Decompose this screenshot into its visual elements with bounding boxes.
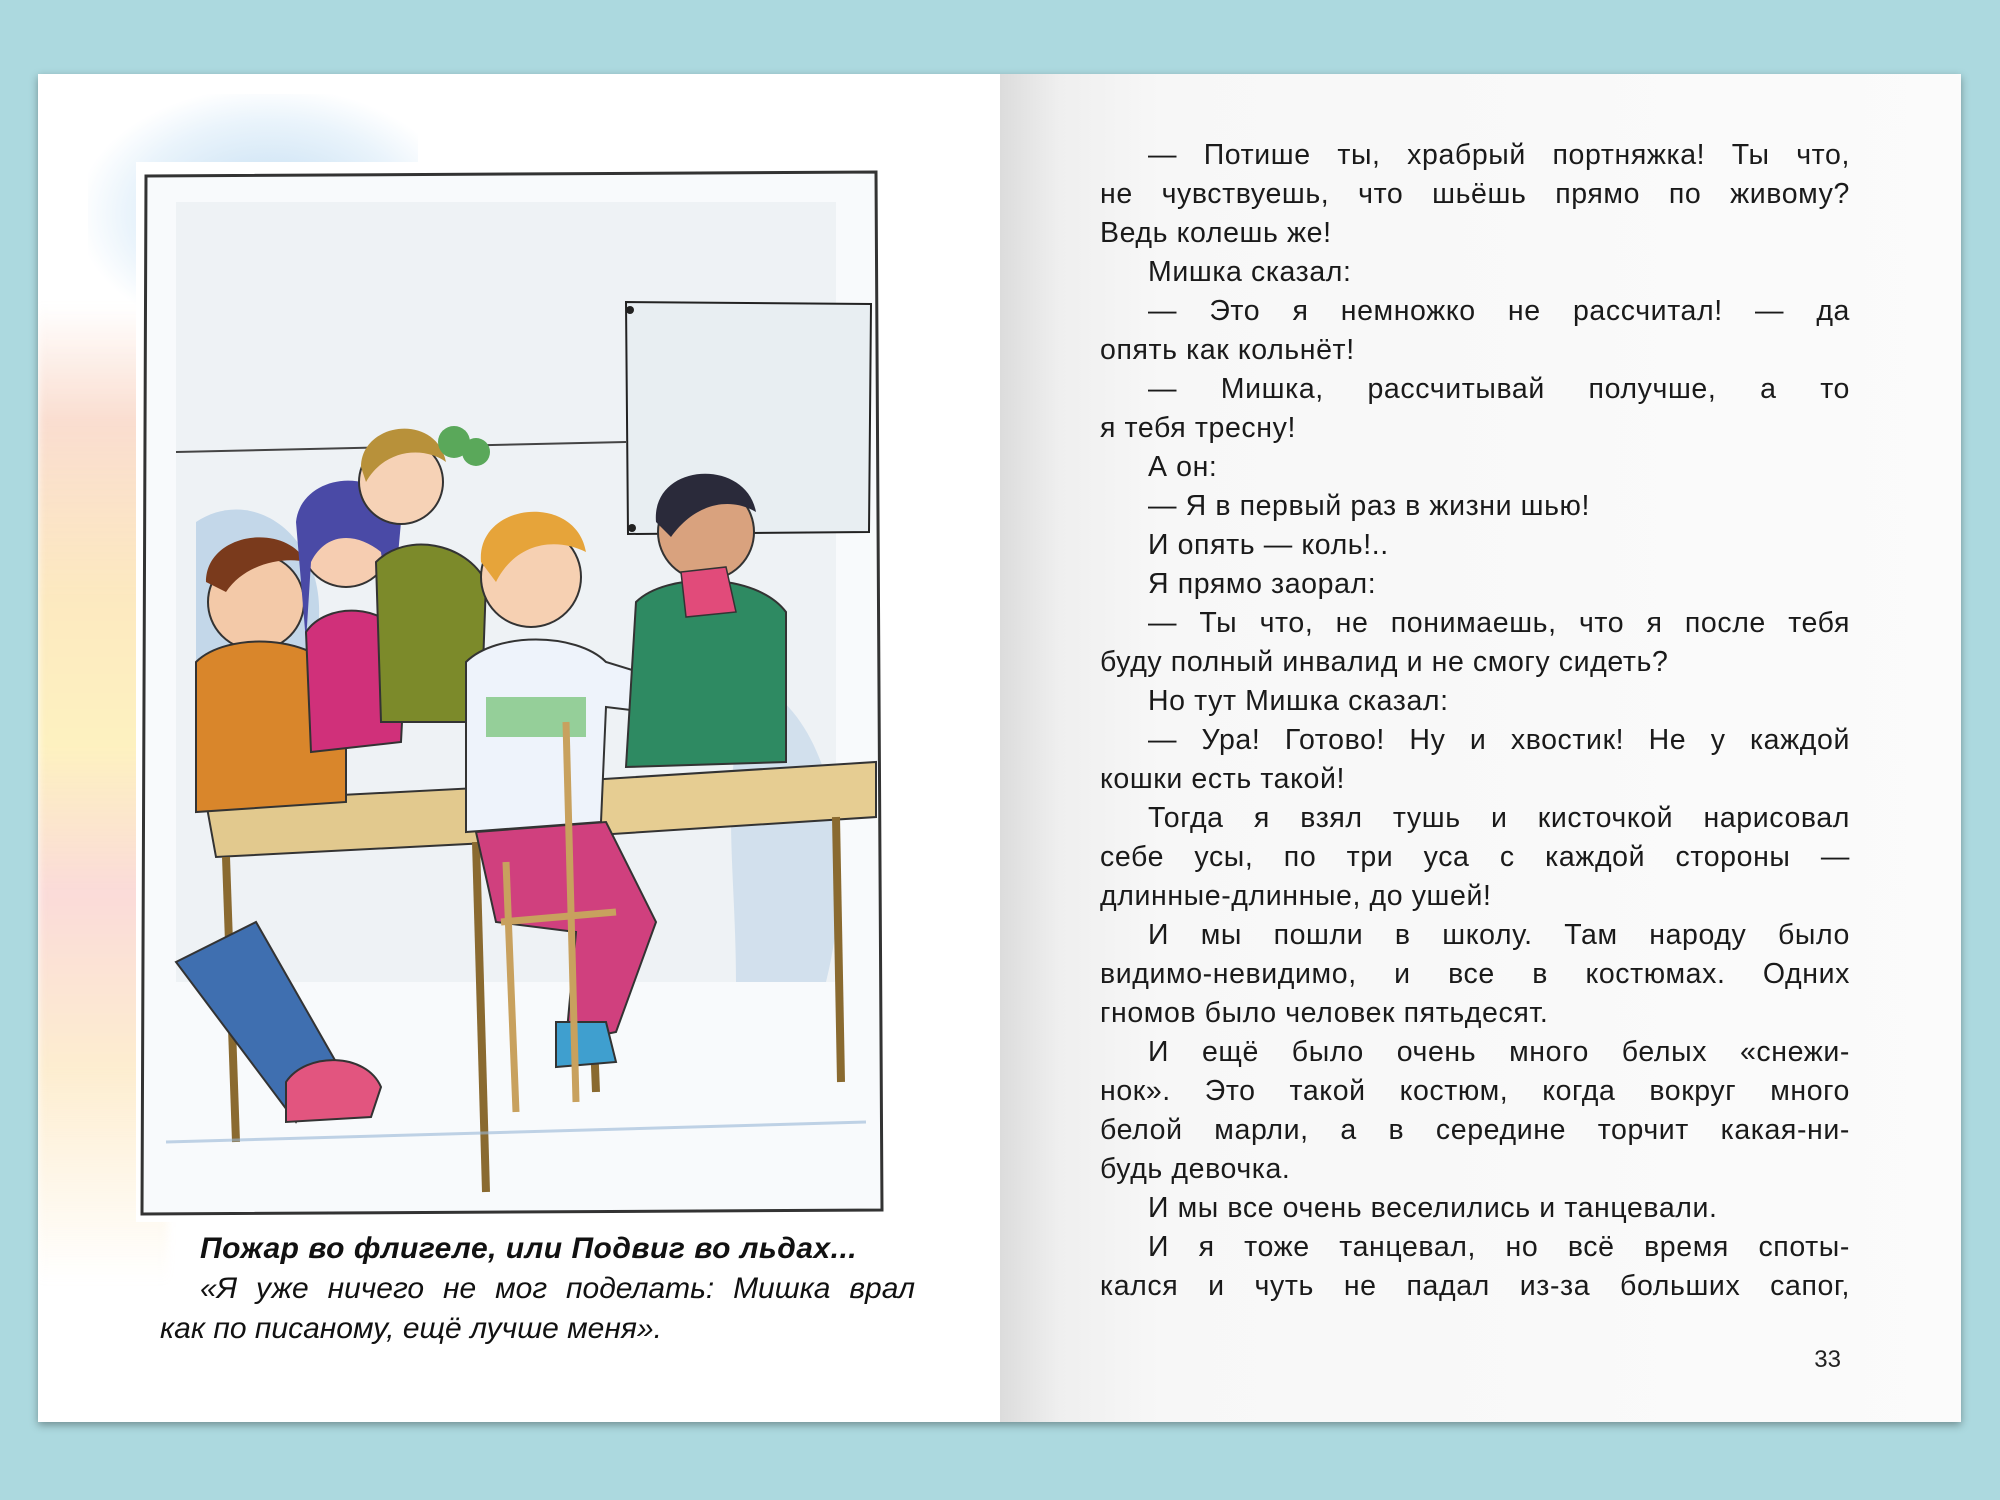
text-line: — Мишка, рассчитывай получше, а то <box>1148 373 1850 405</box>
text-line: — Ты что, не понимаешь, что я после тебя <box>1148 607 1850 639</box>
text-line: буду полный инвалид и не смогу сидеть? <box>1100 646 1669 678</box>
caption-quote <box>160 1269 915 1349</box>
text-line: будь девочка. <box>1100 1153 1291 1185</box>
text-line: опять как кольнёт! <box>1100 334 1355 366</box>
text-line: себе усы, по три уса с каждой стороны — <box>1100 841 1850 873</box>
text-line: — Я в первый раз в жизни шью! <box>1148 490 1591 522</box>
book-spread <box>38 74 1961 1422</box>
caption-quote-line: «Я уже ничего не мог поделать: Мишка врал <box>200 1272 915 1305</box>
story-text <box>1100 136 1850 1306</box>
classroom-illustration <box>136 162 892 1222</box>
illustration-caption <box>160 1229 915 1349</box>
right-page <box>1000 74 1961 1422</box>
text-line: не чувствуешь, что шьёшь прямо по живому? <box>1100 178 1850 210</box>
page-number: 33 <box>1814 1346 1841 1373</box>
text-line: гномов было человек пятьдесят. <box>1100 997 1549 1029</box>
text-line: И опять — коль!.. <box>1148 529 1389 561</box>
text-line: Я прямо заорал: <box>1148 568 1377 600</box>
caption-title: Пожар во флигеле, или Подвиг во льдах... <box>200 1232 858 1265</box>
left-page <box>38 74 1000 1422</box>
text-line: — Ура! Готово! Ну и хвостик! Не у каждой <box>1148 724 1850 756</box>
text-line: И мы пошли в школу. Там народу было <box>1148 919 1850 951</box>
text-line: Мишка сказал: <box>1148 256 1352 288</box>
text-line: белой марли, а в середине торчит какая-ни- <box>1100 1114 1850 1146</box>
text-line: нок». Это такой костюм, когда вокруг много <box>1100 1075 1850 1107</box>
text-line: — Это я немножко не рассчитал! — да <box>1148 295 1850 327</box>
text-line: кался и чуть не падал из-за больших сапог, <box>1100 1270 1850 1302</box>
text-line: — Потише ты, храбрый портняжка! Ты что, <box>1148 139 1850 171</box>
text-line: И я тоже танцевал, но всё время споты- <box>1148 1231 1850 1263</box>
text-line: длинные-длинные, до ушей! <box>1100 880 1492 912</box>
text-line: я тебя тресну! <box>1100 412 1296 444</box>
text-line: Но тут Мишка сказал: <box>1148 685 1449 717</box>
text-line: Ведь колешь же! <box>1100 217 1332 249</box>
text-line: Тогда я взял тушь и кисточкой нарисовал <box>1148 802 1850 834</box>
caption-quote-line: как по писаному, ещё лучше меня». <box>160 1312 662 1345</box>
text-line: А он: <box>1148 451 1218 483</box>
text-line: И ещё было очень много белых «снежи- <box>1148 1036 1850 1068</box>
text-line: И мы все очень веселились и танцевали. <box>1148 1192 1718 1224</box>
text-line: видимо-невидимо, и все в костюмах. Одних <box>1100 958 1850 990</box>
text-line: кошки есть такой! <box>1100 763 1345 795</box>
